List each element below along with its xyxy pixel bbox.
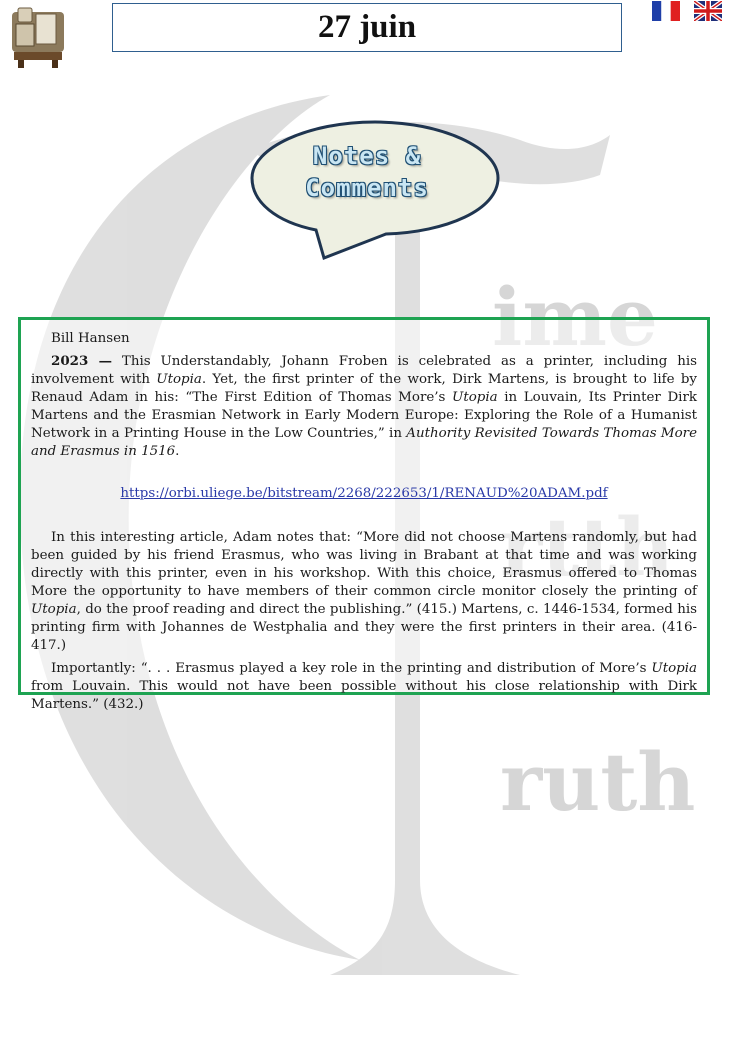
p1-text-c: in Louvain, Its Printer Dirk Martens and the Erasmian Network in Early Modern Europe: Exploring the Role of a Humanist Network in a Printing House in the Low Countries,” in <box>31 390 697 441</box>
paragraph-3 <box>31 660 697 714</box>
p3-italic-1: Utopia <box>651 661 697 676</box>
bubble-line-1: Notes & <box>312 142 422 170</box>
date-header <box>112 3 622 52</box>
p3-text-a: Importantly: “. . . Erasmus played a key role in the printing and distribution of More’s <box>51 661 652 676</box>
watermark-word-3: ruth <box>500 735 696 829</box>
year-label: 2023 — <box>51 353 112 369</box>
printing-press-logo-icon <box>8 4 70 70</box>
page-title: 27 juin <box>317 9 417 45</box>
uk-flag-icon[interactable] <box>694 1 722 21</box>
p1-text-a: This Understandably, Johann Froben is celebrated as a printer, including his involvement with <box>31 354 697 387</box>
notes-comments-heading <box>252 140 482 204</box>
author-name: Bill Hansen <box>51 331 130 346</box>
p1-text-d: . <box>175 444 180 459</box>
p1-italic-3: Authority Revisited Towards Thomas More and Erasmus in 1516 <box>31 426 697 459</box>
p2-text-a: In this interesting article, Adam notes that: “More did not choose Martens randomly, but had been guided by his friend Erasmus, who was living in Brabant at that time and was working directly with this printer, even in his workshop. With this choice, Erasmus offered to Thomas More the opportunity to have members of their common circle monitor closely the printing of <box>31 530 697 599</box>
p3-text-b: from Louvain. This would not have been possible without his close relationship with Dirk Martens.” (432.) <box>31 679 697 712</box>
link-row <box>31 485 697 503</box>
article-link[interactable]: https://orbi.uliege.be/bitstream/2268/222653/1/RENAUD%20ADAM.pdf <box>120 486 608 501</box>
paragraph-2 <box>31 529 697 655</box>
p1-text-b: . Yet, the first printer of the work, Dirk Martens, is brought to life by Renaud Adam in his: “The First Edition of Thomas More’s <box>31 372 697 405</box>
p1-italic-2: Utopia <box>452 390 498 405</box>
p2-italic-1: Utopia <box>31 602 77 617</box>
article-box <box>18 317 710 712</box>
paragraph-1 <box>31 352 697 461</box>
fr-flag-icon[interactable] <box>652 1 680 21</box>
p2-text-b: , do the proof reading and direct the publishing.” (415.) Martens, c. 1446-1534, formed his printing firm with Johannes de Westphalia and they were the first printers in their area. (416-417.) <box>31 602 697 653</box>
p1-italic-1: Utopia <box>156 372 202 387</box>
bubble-line-2: Comments <box>305 174 429 202</box>
